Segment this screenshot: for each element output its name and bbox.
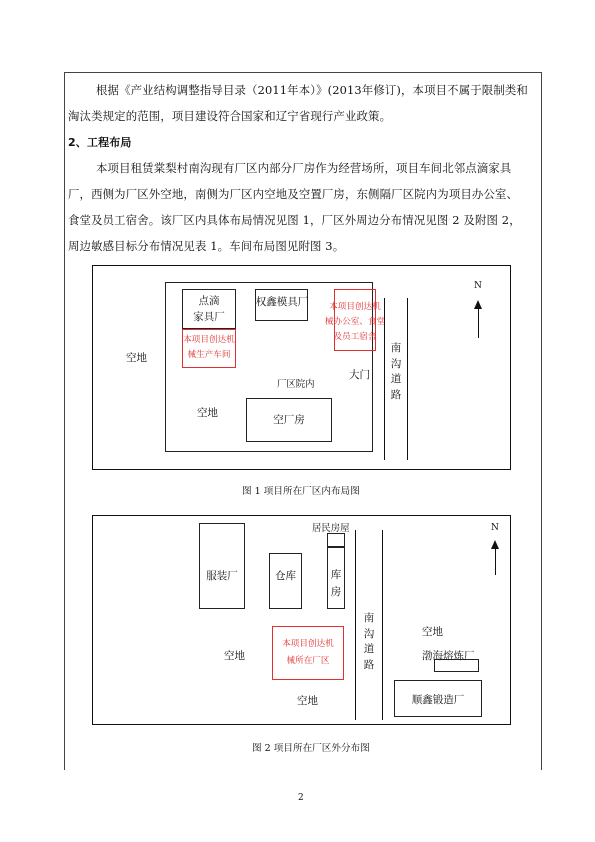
yard-label: 厂区院内 — [277, 379, 315, 390]
shunxin-forging-label: 顺鑫锻造厂 — [411, 694, 465, 706]
figure-2-north-label: N — [491, 523, 499, 533]
bohai-smelter-building — [434, 659, 479, 672]
fig2-nangou-road-label: 南 沟 道 路 — [363, 612, 375, 671]
paragraph-1-line-2: 淘汰类规定的范围，项目建设符合国家和辽宁省现行产业政策。 — [68, 109, 392, 123]
storage-label: 库 房 — [330, 569, 342, 598]
fig2-west-open-land-label: 空地 — [224, 650, 245, 662]
figure-1-north-arrow-shaft — [478, 306, 479, 338]
garment-factory-label: 服装厂 — [206, 570, 238, 582]
project-office-label: 本项目创达机 械办公室、食堂 及员工宿舍 — [324, 302, 386, 342]
figure-2-caption: 图 2 项目所在厂区外分布图 — [252, 743, 370, 754]
residence-label: 居民房屋 — [312, 523, 350, 534]
fig2-road-west-edge — [355, 530, 356, 720]
project-workshop-label: 本项目创达机 械生产车间 — [183, 335, 235, 360]
fig2-road-east-edge — [382, 530, 383, 720]
paragraph-2-line-1: 本项目租赁棠梨村南沟现有厂区内部分厂房作为经营场所，项目车间北邻点滴家具 — [96, 161, 512, 175]
fig2-east-open-land-label: 空地 — [422, 626, 443, 638]
paragraph-2-line-4: 周边敏感目标分布情况见表 1。车间布局图见附图 3。 — [68, 239, 345, 253]
road-east-edge — [407, 298, 408, 460]
residence-building — [327, 533, 345, 547]
figure-1-caption: 图 1 项目所在厂区内布局图 — [242, 486, 360, 497]
figure-2-north-arrow-shaft — [495, 546, 496, 575]
project-site-label: 本项目创达机 械所在厂区 — [282, 639, 334, 666]
empty-plant-label: 空厂房 — [273, 414, 305, 426]
south-open-land-label: 空地 — [197, 407, 218, 419]
paragraph-2-line-3: 食堂及员工宿舍。该厂区内具体布局情况见图 1，厂区外周边分布情况见图 2 及附图 2， — [68, 213, 521, 227]
dianli-furniture-label: 点滴 家具厂 — [193, 295, 225, 323]
warehouse-label: 仓库 — [275, 570, 296, 582]
gate-label: 大门 — [349, 369, 370, 381]
bohai-smelter-label: 渤海熔炼厂 — [422, 650, 475, 662]
paragraph-1-line-1: 根据《产业结构调整指导目录（2011年本）》(2013年修订)，本项目不属于限制类和 — [96, 83, 528, 97]
west-open-land-label: 空地 — [126, 352, 147, 364]
road-west-edge — [384, 298, 385, 460]
section-heading: 2、工程布局 — [68, 136, 132, 149]
garment-factory-building — [199, 523, 245, 609]
quanxin-mold-factory-label: 权鑫模具厂 — [255, 296, 309, 308]
page-number: 2 — [298, 793, 304, 803]
paragraph-2-line-2: 厂，西侧为厂区外空地，南侧为厂区内空地及空置厂房，东侧隔厂区院内为项目办公室、 — [68, 187, 519, 201]
figure-1-north-label: N — [474, 281, 482, 291]
fig2-south-open-land-label: 空地 — [297, 695, 318, 707]
nangou-road-label: 南 沟 道 路 — [390, 342, 402, 401]
